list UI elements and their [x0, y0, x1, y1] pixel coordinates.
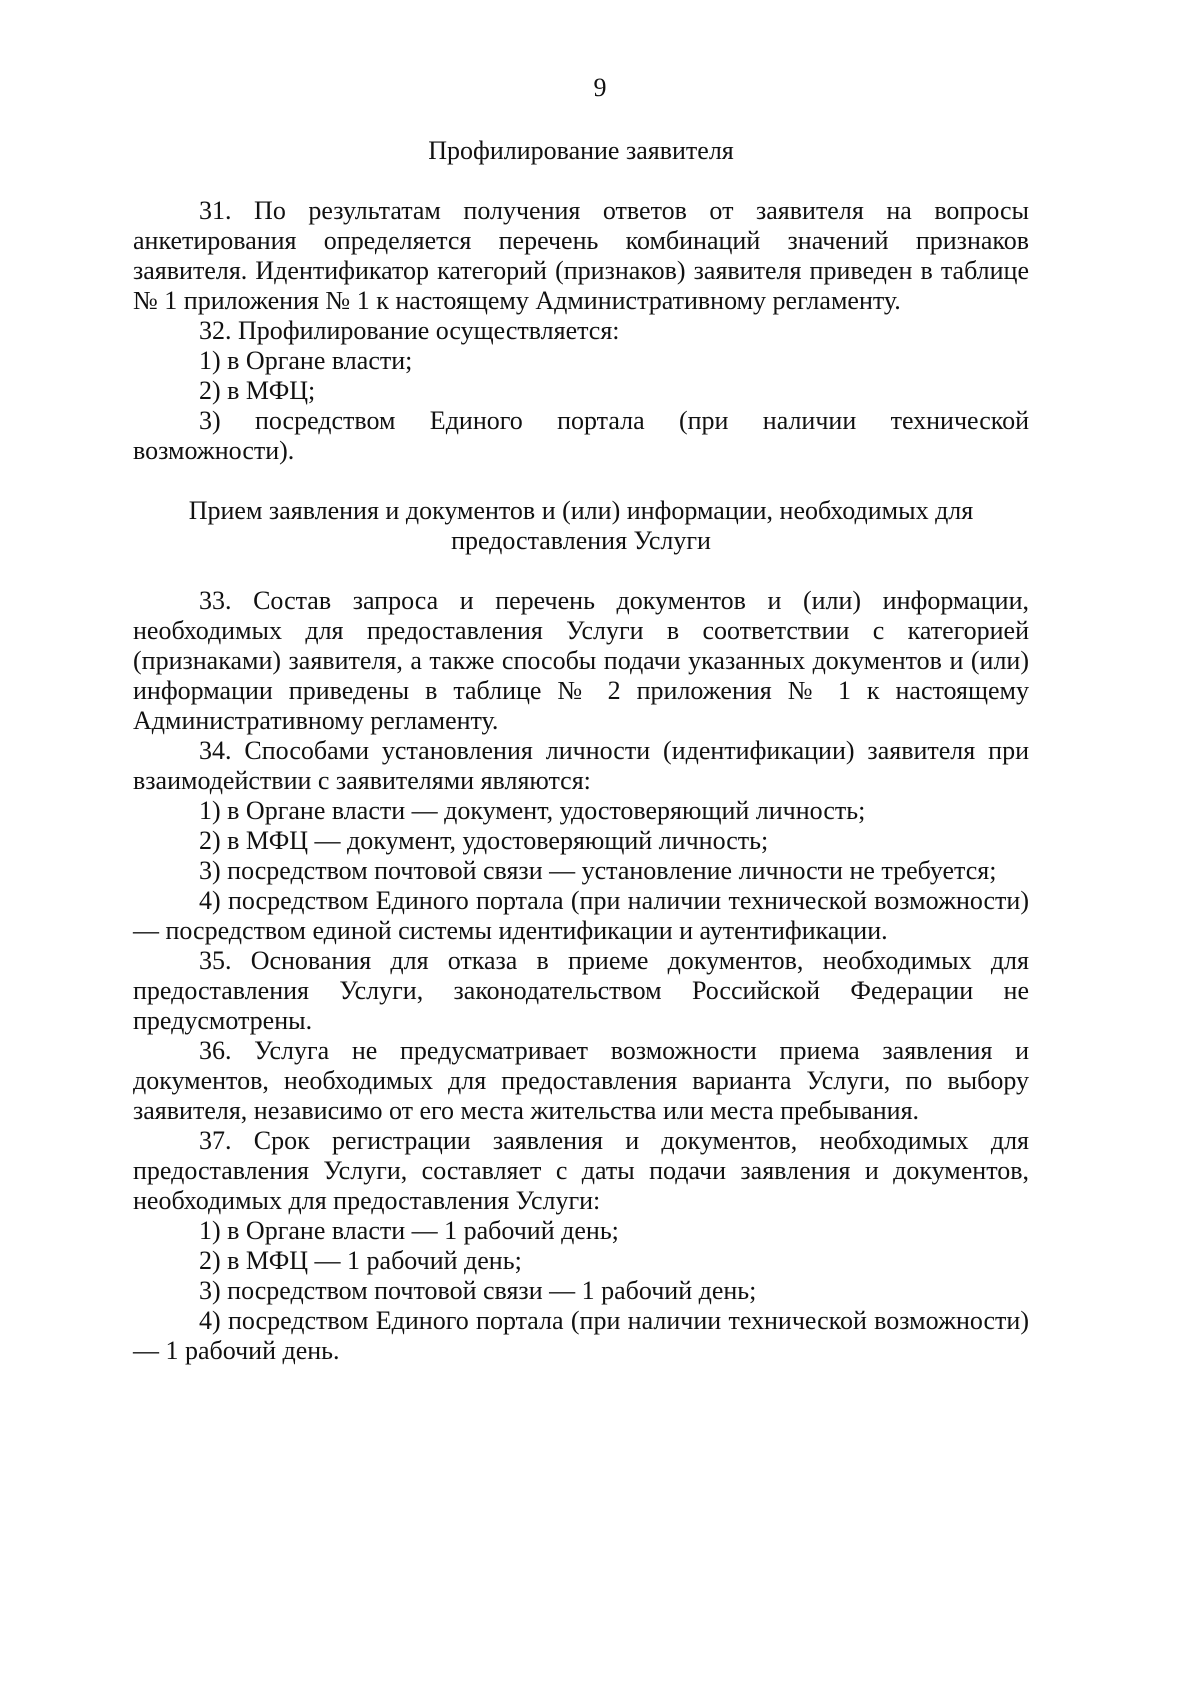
- paragraph-36: 36. Услуга не предусматривает возможности приема заявления и документов, необходимых для предоставления варианта Услуги, по выбору заявителя, независимо от его места жительства или места пребывания.: [133, 1036, 1029, 1125]
- list-item: 2) в МФЦ — 1 рабочий день;: [199, 1246, 522, 1275]
- list-item: 3) посредством почтовой связи — 1 рабочий день;: [199, 1276, 757, 1305]
- paragraph-32: 32. Профилирование осуществляется:: [199, 316, 620, 345]
- paragraph-35: 35. Основания для отказа в приеме документов, необходимых для предоставления Услуги, законодательством Российской Федерации не предусмотрены.: [133, 946, 1029, 1035]
- section-heading-profiling: Профилирование заявителя: [428, 136, 734, 165]
- list-item: 2) в МФЦ;: [199, 376, 316, 405]
- list-item: 4) посредством Единого портала (при наличии технической возможности) — посредством единой системы идентификации и аутентификации.: [133, 886, 1029, 945]
- list-item: 1) в Органе власти;: [199, 346, 413, 375]
- paragraph-37: 37. Срок регистрации заявления и документов, необходимых для предоставления Услуги, составляет с даты подачи заявления и документов, необходимых для предоставления Услуги:: [133, 1126, 1029, 1215]
- page-content: [133, 136, 1029, 1366]
- page-number: 9: [593, 73, 607, 102]
- paragraph-34: 34. Способами установления личности (идентификации) заявителя при взаимодействии с заявителями являются:: [133, 736, 1029, 795]
- list-item: 4) посредством Единого портала (при наличии технической возможности) — 1 рабочий день.: [133, 1306, 1029, 1365]
- section-heading-reception: Прием заявления и документов и (или) информации, необходимых для предоставления Услуги: [188, 496, 974, 555]
- list-item: 1) в Органе власти — документ, удостоверяющий личность;: [199, 796, 866, 825]
- paragraph-31: 31. По результатам получения ответов от заявителя на вопросы анкетирования определяется перечень комбинаций значений признаков заявителя. Идентификатор категорий (признаков) заявителя приведен в таблице № 1 приложения № 1 к настоящему Административному регламенту.: [133, 196, 1029, 315]
- list-item: 3) посредством почтовой связи — установление личности не требуется;: [199, 856, 997, 885]
- list-item: 3) посредством Единого портала (при наличии технической возможности).: [133, 406, 1029, 465]
- list-item: 1) в Органе власти — 1 рабочий день;: [199, 1216, 619, 1245]
- paragraph-33: 33. Состав запроса и перечень документов и (или) информации, необходимых для предоставления Услуги в соответствии с категорией (признаками) заявителя, а также способы подачи указанных документов и (или) информации приведены в таблице № 2 приложения № 1 к настоящему Административному регламенту.: [133, 586, 1029, 735]
- list-item: 2) в МФЦ — документ, удостоверяющий личность;: [199, 826, 769, 855]
